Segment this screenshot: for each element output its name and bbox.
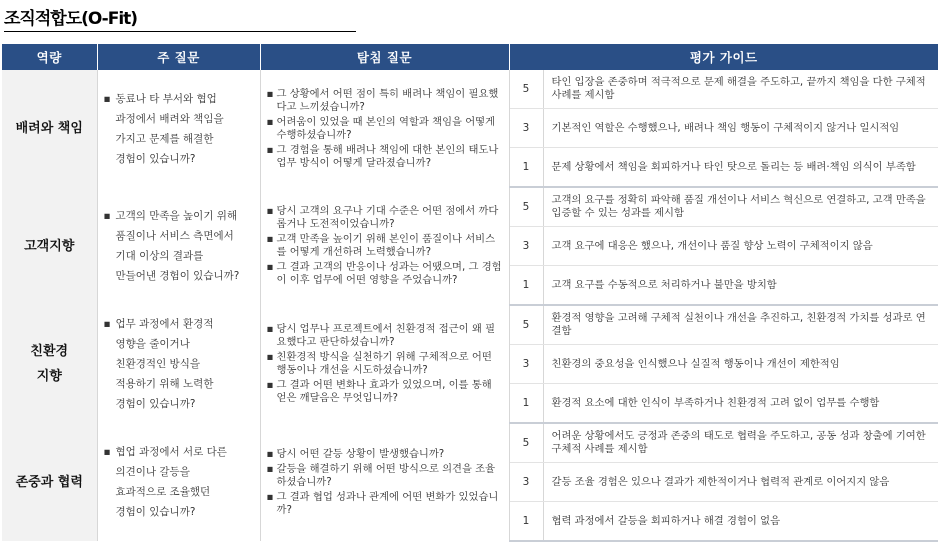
- main-question-line: 친환경적인 방식을: [115, 358, 200, 370]
- guide-text-cell: 문제 상황에서 책임을 회피하거나 타인 탓으로 돌리는 등 배려·책임 의식이 부족함: [543, 148, 938, 188]
- main-question: [104, 206, 252, 286]
- probe-text: 그 상황에서 어떤 점이 특히 배려나 책임이 필요했다고 느끼셨습니까?: [276, 87, 499, 113]
- score-cell: 5: [509, 423, 543, 463]
- header-main-question: 주 질문: [97, 44, 260, 70]
- main-question-line: 과정에서 배려와 책임을: [115, 112, 224, 125]
- probe-question-cell: [260, 187, 509, 305]
- guide-text-cell: 고객의 요구를 정확히 파악해 품질 개선이나 서비스 혁신으로 연결하고, 고객 만족을 입증할 수 있는 성과를 제시함: [543, 187, 938, 227]
- main-question-line: 영향을 줄이거나: [115, 338, 190, 350]
- probe-item: [267, 351, 503, 377]
- bullet-icon: ▪: [266, 261, 274, 273]
- guide-text-cell: 친환경의 중요성을 인식했으나 실질적 행동이나 개선이 제한적임: [543, 345, 938, 384]
- probe-item: [267, 323, 503, 349]
- probe-item: [267, 491, 503, 517]
- table-row: [2, 70, 938, 109]
- bullet-icon: ▪: [103, 210, 111, 222]
- table-row: [2, 187, 938, 227]
- main-question-line: 만들어낸 경험이 있습니까?: [115, 270, 240, 282]
- score-cell: 1: [509, 502, 543, 542]
- main-question-cell: [97, 187, 260, 305]
- bullet-icon: ▪: [266, 323, 274, 335]
- main-question-text: [116, 442, 227, 522]
- main-question: [104, 314, 252, 414]
- bullet-icon: ▪: [266, 233, 274, 245]
- header-competency: 역량: [2, 44, 97, 70]
- score-cell: 5: [509, 70, 543, 109]
- main-question-line: 업무 과정에서 환경적: [115, 318, 214, 330]
- table-row: [2, 423, 938, 463]
- bullet-icon: ▪: [266, 87, 274, 100]
- probe-text: 갈등을 해결하기 위해 어떤 방식으로 의견을 조율하셨습니까?: [276, 462, 496, 488]
- competency-name: 친환경: [30, 344, 69, 359]
- probe-text: 그 경험을 통해 배려나 책임에 대한 본인의 태도나 업무 방식이 어떻게 달라졌습니까?: [276, 143, 499, 169]
- probe-item: [267, 144, 503, 170]
- guide-text-cell: 어려운 상황에서도 긍정과 존중의 태도로 협력을 주도하고, 공동 성과 창출에 기여한 구체적 사례를 제시함: [543, 423, 938, 463]
- probe-list: [267, 88, 503, 170]
- probe-text: 그 결과 고객의 반응이나 성과는 어땠으며, 그 경험이 이후 업무에 어떤 영향을 주었습니까?: [276, 261, 502, 286]
- competency-cell: [2, 70, 97, 187]
- competency-name: 고객지향: [24, 238, 75, 254]
- score-cell: 3: [509, 345, 543, 384]
- bullet-icon: ▪: [266, 490, 274, 503]
- competency-cell: [2, 305, 97, 423]
- probe-text: 그 결과 협업 성과나 관계에 어떤 변화가 있었습니까?: [276, 490, 499, 516]
- probe-item: [267, 463, 503, 489]
- guide-text-cell: 환경적 영향을 고려해 구체적 실천이나 개선을 추진하고, 친환경적 가치를 성과로 연결함: [543, 305, 938, 345]
- probe-list: [267, 448, 503, 517]
- bullet-icon: ▪: [103, 446, 111, 458]
- probe-text: 고객 만족을 높이기 위해 본인이 품질이나 서비스를 어떻게 개선하려 노력했습니까?: [276, 233, 496, 258]
- competency-cell: [2, 187, 97, 305]
- guide-text-cell: 고객 요구에 대응은 했으나, 개선이나 품질 향상 노력이 구체적이지 않음: [543, 227, 938, 266]
- score-cell: 1: [509, 266, 543, 306]
- probe-text: 당시 어떤 갈등 상황이 발생했습니까?: [276, 447, 445, 460]
- competency-name: 배려와 책임: [15, 121, 83, 136]
- main-question-cell: [97, 305, 260, 423]
- header-probe-question: 탐침 질문: [260, 44, 509, 70]
- bullet-icon: ▪: [266, 351, 274, 363]
- probe-text: 당시 업무나 프로젝트에서 친환경적 접근이 왜 필요했다고 판단하셨습니까?: [276, 323, 496, 348]
- main-question-line: 고객의 만족을 높이기 위해: [115, 210, 238, 222]
- main-question-text: [116, 206, 240, 286]
- probe-item: [267, 233, 503, 259]
- probe-list: [267, 205, 503, 287]
- probe-text: 어려움이 있었을 때 본인의 역할과 책임을 어떻게 수행하셨습니까?: [276, 115, 496, 141]
- bullet-icon: ▪: [266, 205, 274, 217]
- main-question-line: 의견이나 갈등을: [115, 466, 190, 478]
- probe-item: [267, 261, 503, 287]
- probe-item: [267, 448, 503, 461]
- probe-item: [267, 88, 503, 114]
- title-underline: [4, 31, 356, 32]
- guide-text-cell: 고객 요구를 수동적으로 처리하거나 불만을 방치함: [543, 266, 938, 306]
- probe-text: 당시 고객의 요구나 기대 수준은 어떤 점에서 까다롭거나 도전적이었습니까?: [276, 205, 499, 230]
- page-title: 조직적합도(O-Fit): [4, 9, 138, 29]
- guide-text-cell: 타인 입장을 존중하며 적극적으로 문제 해결을 주도하고, 끝까지 책임을 다한 구체적 사례를 제시함: [543, 70, 938, 109]
- guide-text-cell: 환경적 요소에 대한 인식이 부족하거나 친환경적 고려 없이 업무를 수행함: [543, 384, 938, 424]
- competency-name: 지향: [36, 369, 62, 384]
- score-cell: 5: [509, 305, 543, 345]
- probe-list: [267, 323, 503, 405]
- score-cell: 1: [509, 148, 543, 188]
- main-question-text: [116, 89, 224, 169]
- interview-guide-table: [2, 44, 938, 542]
- probe-item: [267, 116, 503, 142]
- main-question-line: 품질이나 서비스 측면에서: [115, 230, 234, 242]
- main-question-line: 경험이 있습니까?: [115, 152, 196, 165]
- bullet-icon: ▪: [266, 143, 274, 156]
- main-question: [104, 89, 252, 169]
- score-cell: 3: [509, 463, 543, 502]
- competency-name: 존중과 협력: [15, 474, 83, 490]
- main-question-line: 가지고 문제를 해결한: [115, 132, 214, 145]
- main-question: [104, 442, 252, 522]
- probe-item: [267, 379, 503, 405]
- table-row: [2, 305, 938, 345]
- score-cell: 3: [509, 109, 543, 148]
- probe-text: 친환경적 방식을 실천하기 위해 구체적으로 어떤 행동이나 개선을 시도하셨습니까?: [276, 351, 492, 376]
- guide-text-cell: 협력 과정에서 갈등을 회피하거나 해결 경험이 없음: [543, 502, 938, 542]
- guide-text-cell: 기본적인 역할은 수행했으나, 배려나 책임 행동이 구체적이지 않거나 일시적임: [543, 109, 938, 148]
- probe-question-cell: [260, 305, 509, 423]
- bullet-icon: ▪: [266, 115, 274, 128]
- main-question-line: 협업 과정에서 서로 다른: [115, 446, 227, 458]
- main-question-text: [116, 314, 214, 414]
- main-question-line: 효과적으로 조율했던: [115, 486, 211, 498]
- table-header-row: [2, 44, 938, 70]
- probe-text: 그 결과 어떤 변화나 효과가 있었으며, 이를 통해 얻은 깨달음은 무엇입니까?: [276, 379, 492, 404]
- guide-text-cell: 갈등 조율 경험은 있으나 결과가 제한적이거나 협력적 관계로 이어지지 않음: [543, 463, 938, 502]
- main-question-line: 동료나 타 부서와 협업: [115, 92, 217, 105]
- main-question-line: 경험이 있습니까?: [115, 398, 196, 410]
- bullet-icon: ▪: [266, 379, 274, 391]
- bullet-icon: ▪: [103, 92, 111, 105]
- main-question-cell: [97, 423, 260, 541]
- header-evaluation-guide: 평가 가이드: [509, 44, 938, 70]
- main-question-cell: [97, 70, 260, 187]
- score-cell: 5: [509, 187, 543, 227]
- probe-question-cell: [260, 70, 509, 187]
- probe-item: [267, 205, 503, 231]
- probe-question-cell: [260, 423, 509, 541]
- competency-cell: [2, 423, 97, 541]
- score-cell: 3: [509, 227, 543, 266]
- main-question-line: 경험이 있습니까?: [115, 506, 196, 518]
- bullet-icon: ▪: [103, 318, 111, 330]
- main-question-line: 기대 이상의 결과를: [115, 250, 204, 262]
- bullet-icon: ▪: [266, 462, 274, 475]
- main-question-line: 적용하기 위해 노력한: [115, 378, 214, 390]
- score-cell: 1: [509, 384, 543, 424]
- bullet-icon: ▪: [266, 447, 274, 460]
- table-body: [2, 70, 938, 541]
